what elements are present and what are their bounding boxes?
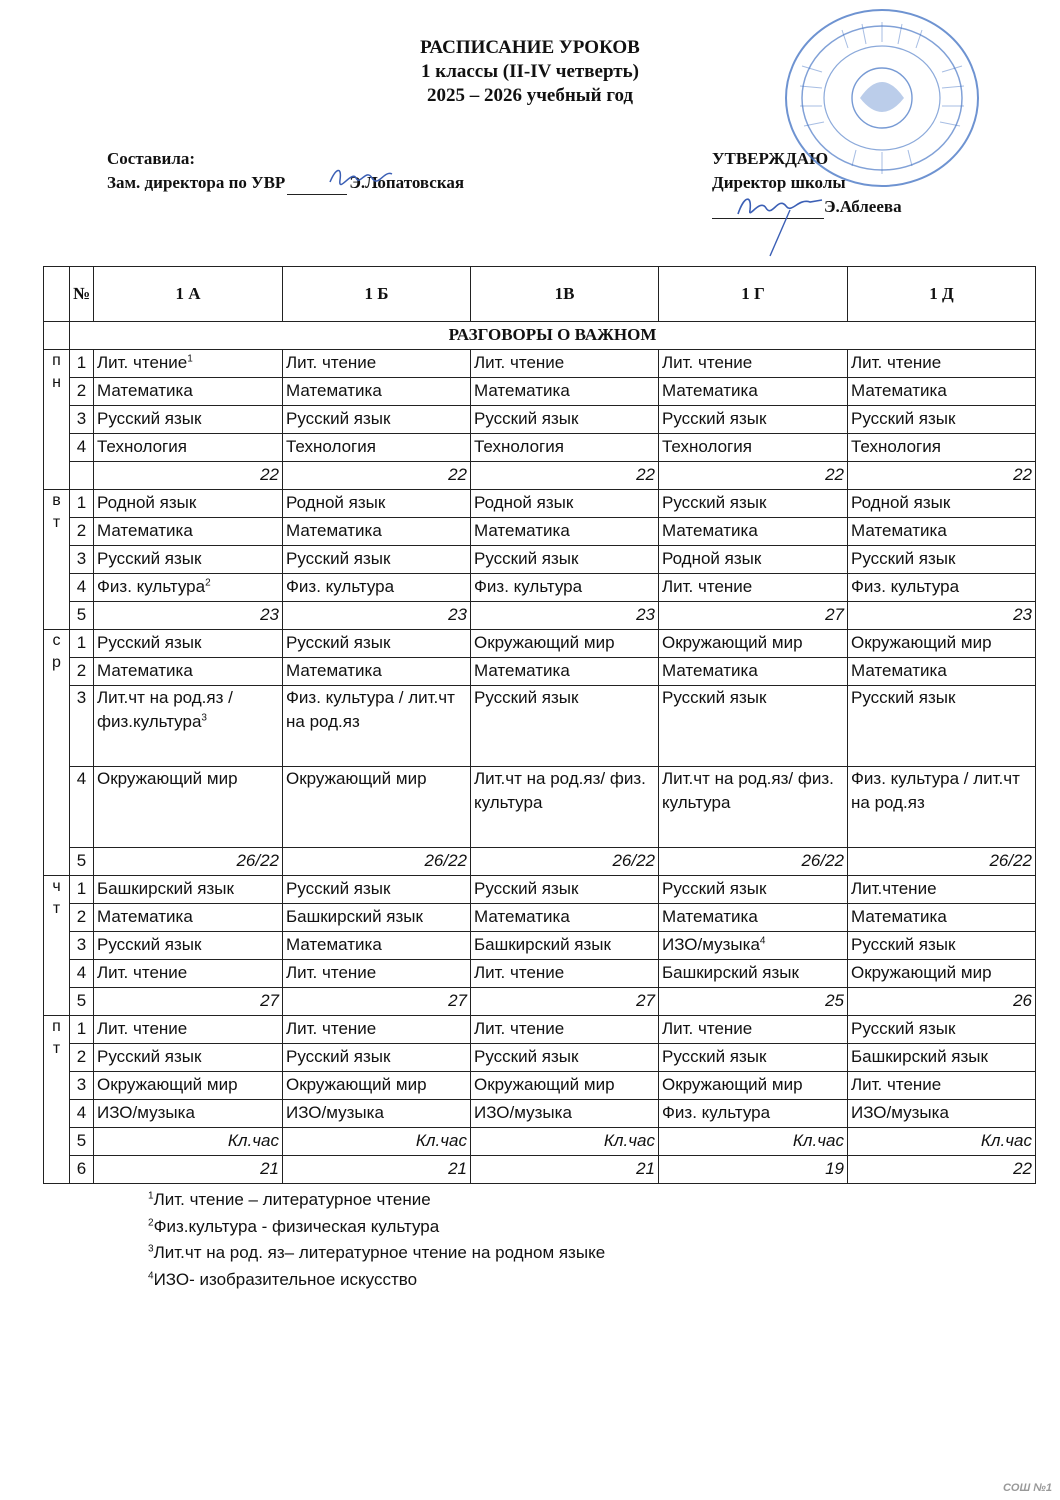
lesson-cell: Лит. чтение — [659, 574, 848, 602]
total-cell: 26/22 — [659, 848, 848, 876]
lesson-number-header: № — [70, 267, 94, 322]
lesson-cell: Математика — [848, 378, 1036, 406]
title: РАСПИСАНИЕ УРОКОВ — [420, 37, 640, 58]
lesson-cell: Башкирский язык — [471, 932, 659, 960]
day-label — [44, 876, 70, 1016]
lesson-row — [44, 658, 1036, 686]
lesson-number: 5 — [70, 848, 94, 876]
lesson-cell: Технология — [283, 434, 471, 462]
lesson-cell: Русский язык — [471, 406, 659, 434]
footnotes — [148, 1187, 605, 1293]
day-letter: р — [52, 654, 61, 671]
compiled-line — [107, 171, 464, 195]
lesson-cell: ИЗО/музыка$^4$ — [659, 932, 848, 960]
signature-line — [712, 202, 824, 219]
total-cell: 23 — [848, 602, 1036, 630]
lesson-cell: Физ. культура$^2$ — [94, 574, 283, 602]
lesson-row — [44, 876, 1036, 904]
lesson-cell: Русский язык — [659, 490, 848, 518]
lesson-cell: Русский язык — [848, 406, 1036, 434]
footnote-item: $^2$Физ.культура - физическая культура — [148, 1216, 440, 1236]
lesson-number: 1 — [70, 1016, 94, 1044]
lesson-row — [44, 960, 1036, 988]
lesson-cell: ИЗО/музыка — [94, 1100, 283, 1128]
lesson-cell: Родной язык — [283, 490, 471, 518]
lesson-cell: Математика — [94, 658, 283, 686]
lesson-cell: Математика — [659, 518, 848, 546]
lesson-cell: Математика — [659, 378, 848, 406]
table-header-row — [44, 267, 1036, 322]
lesson-number: 1 — [70, 350, 94, 378]
lesson-cell: Окружающий мир — [848, 630, 1036, 658]
lesson-cell: Окружающий мир — [471, 630, 659, 658]
lesson-number: 4 — [70, 960, 94, 988]
lesson-cell: Технология — [659, 434, 848, 462]
lesson-cell: Математика — [471, 904, 659, 932]
total-cell: 22 — [94, 462, 283, 490]
lesson-row — [44, 434, 1036, 462]
total-row — [44, 1156, 1036, 1184]
lesson-cell: Математика — [471, 518, 659, 546]
lesson-number: 1 — [70, 876, 94, 904]
lesson-cell: Окружающий мир — [471, 1072, 659, 1100]
approve-name: Э.Аблеева — [824, 197, 902, 216]
compiled-name: Э.Лопатовская — [349, 173, 465, 192]
lesson-cell: Русский язык — [659, 1044, 848, 1072]
day-letter: ч — [52, 878, 61, 895]
total-row — [44, 602, 1036, 630]
approve-position: Директор школы — [712, 173, 846, 192]
lesson-number: 4 — [70, 1100, 94, 1128]
lesson-row — [44, 1100, 1036, 1128]
footnote-item: $^1$Лит. чтение – литературное чтение — [148, 1190, 431, 1209]
lesson-cell: Лит. чтение — [848, 1072, 1036, 1100]
lesson-number: 3 — [70, 932, 94, 960]
lesson-cell: Физ. культура — [283, 574, 471, 602]
lesson-cell: Физ. культура — [848, 574, 1036, 602]
lesson-cell: Родной язык — [659, 546, 848, 574]
total-cell: Кл.час — [659, 1128, 848, 1156]
total-cell: 27 — [471, 988, 659, 1016]
subtitle: 1 классы (II-IV четверть) — [421, 61, 639, 82]
total-cell: Кл.час — [94, 1128, 283, 1156]
total-cell: Кл.час — [471, 1128, 659, 1156]
lesson-cell: Математика — [283, 518, 471, 546]
empty-cell — [44, 322, 70, 350]
day-label — [44, 1016, 70, 1184]
day-label — [44, 630, 70, 876]
total-cell: 26/22 — [471, 848, 659, 876]
lesson-cell: Лит.чт на род.яз/ физ. культура — [471, 767, 659, 848]
day-letter: п — [52, 1018, 61, 1035]
lesson-cell: Русский язык — [471, 686, 659, 767]
lesson-row — [44, 686, 1036, 767]
lesson-cell: Русский язык — [848, 546, 1036, 574]
lesson-row — [44, 1044, 1036, 1072]
lesson-number: 3 — [70, 686, 94, 767]
class-header-1d: 1 Д — [848, 267, 1036, 322]
lesson-cell: Лит. чтение — [471, 1016, 659, 1044]
lesson-cell: Башкирский язык — [659, 960, 848, 988]
total-cell: 23 — [94, 602, 283, 630]
total-cell: 27 — [283, 988, 471, 1016]
lesson-cell: Лит. чтение — [659, 1016, 848, 1044]
lesson-cell: Лит. чтение — [471, 350, 659, 378]
compiled-by-block — [107, 147, 464, 195]
school-year: 2025 – 2026 учебный год — [426, 85, 634, 106]
lesson-number: 2 — [70, 1044, 94, 1072]
total-cell: 26/22 — [94, 848, 283, 876]
class-header-1v: 1В — [471, 267, 659, 322]
lesson-number: 5 — [70, 602, 94, 630]
lesson-cell: Русский язык — [283, 1044, 471, 1072]
total-cell: 22 — [848, 462, 1036, 490]
total-cell: 22 — [471, 462, 659, 490]
signature-line — [287, 178, 347, 195]
lesson-number: 1 — [70, 490, 94, 518]
total-cell: 22 — [659, 462, 848, 490]
lesson-cell: Русский язык — [848, 1016, 1036, 1044]
lesson-cell: Русский язык — [471, 1044, 659, 1072]
lesson-cell: Математика — [471, 378, 659, 406]
total-cell: 22 — [283, 462, 471, 490]
lesson-row — [44, 490, 1036, 518]
lesson-cell: Русский язык — [283, 630, 471, 658]
lesson-cell: Лит. чтение — [94, 1016, 283, 1044]
total-cell: 21 — [283, 1156, 471, 1184]
total-cell: 26/22 — [848, 848, 1036, 876]
lesson-cell: Русский язык — [94, 1044, 283, 1072]
lesson-cell: Лит. чтение$^1$ — [94, 350, 283, 378]
lesson-row — [44, 574, 1036, 602]
lesson-cell: Лит. чтение — [283, 960, 471, 988]
lesson-cell: Башкирский язык — [283, 904, 471, 932]
lesson-cell: Родной язык — [94, 490, 283, 518]
lesson-row — [44, 767, 1036, 848]
total-row — [44, 848, 1036, 876]
lesson-cell: Математика — [848, 518, 1036, 546]
lesson-cell: Русский язык — [94, 406, 283, 434]
total-cell: 21 — [94, 1156, 283, 1184]
total-cell: 22 — [848, 1156, 1036, 1184]
lesson-cell: Окружающий мир — [848, 960, 1036, 988]
lesson-cell: Лит. чтение — [283, 1016, 471, 1044]
lesson-cell: Русский язык — [659, 876, 848, 904]
total-cell: 26 — [848, 988, 1036, 1016]
lesson-cell: Русский язык — [471, 876, 659, 904]
lesson-row — [44, 406, 1036, 434]
lesson-number: 4 — [70, 767, 94, 848]
compiled-label: Составила: — [107, 149, 196, 168]
lesson-cell: Башкирский язык — [848, 1044, 1036, 1072]
lesson-cell: Математика — [94, 904, 283, 932]
lesson-cell: Окружающий мир — [94, 1072, 283, 1100]
total-cell: Кл.час — [283, 1128, 471, 1156]
official-stamp-icon — [782, 6, 982, 191]
lesson-cell: Русский язык — [94, 546, 283, 574]
lesson-number: 1 — [70, 630, 94, 658]
lesson-cell: Технология — [471, 434, 659, 462]
lesson-number: 3 — [70, 546, 94, 574]
approve-label: УТВЕРЖДАЮ — [712, 149, 829, 168]
lesson-row — [44, 932, 1036, 960]
lesson-cell: Физ. культура / лит.чт на род.яз — [848, 767, 1036, 848]
lesson-cell: Русский язык — [471, 546, 659, 574]
day-label — [44, 490, 70, 630]
approve-line — [712, 195, 902, 219]
total-cell: 21 — [471, 1156, 659, 1184]
class-header-1g: 1 Г — [659, 267, 848, 322]
total-cell: 25 — [659, 988, 848, 1016]
lesson-row — [44, 518, 1036, 546]
lesson-row — [44, 904, 1036, 932]
lesson-cell: Физ. культура — [659, 1100, 848, 1128]
class-header-1a: 1 А — [94, 267, 283, 322]
lesson-cell: Окружающий мир — [283, 1072, 471, 1100]
lesson-cell: Русский язык — [94, 932, 283, 960]
corner-watermark: СОШ №1 — [1002, 1482, 1052, 1494]
total-cell: Кл.час — [848, 1128, 1036, 1156]
day-letter: п — [52, 352, 61, 369]
lesson-cell: Русский язык — [659, 406, 848, 434]
lesson-row — [44, 630, 1036, 658]
lesson-number: 6 — [70, 1156, 94, 1184]
lesson-number — [70, 462, 94, 490]
lesson-row — [44, 378, 1036, 406]
total-cell: 27 — [94, 988, 283, 1016]
lesson-cell: Окружающий мир — [659, 1072, 848, 1100]
lesson-cell: Русский язык — [848, 686, 1036, 767]
lesson-cell: Лит.чтение — [848, 876, 1036, 904]
lesson-cell: Родной язык — [848, 490, 1036, 518]
lesson-cell: Родной язык — [471, 490, 659, 518]
total-cell: 27 — [659, 602, 848, 630]
lesson-cell: ИЗО/музыка — [283, 1100, 471, 1128]
lesson-number: 5 — [70, 1128, 94, 1156]
lesson-number: 2 — [70, 658, 94, 686]
day-label — [44, 350, 70, 490]
lesson-cell: Математика — [659, 658, 848, 686]
lesson-cell: Русский язык — [283, 546, 471, 574]
lesson-row — [44, 1016, 1036, 1044]
lesson-cell: Математика — [471, 658, 659, 686]
total-cell: 19 — [659, 1156, 848, 1184]
lesson-cell: ИЗО/музыка — [471, 1100, 659, 1128]
empty-corner-cell — [44, 267, 70, 322]
day-letter: т — [52, 1040, 61, 1057]
lesson-cell: Окружающий мир — [94, 767, 283, 848]
schedule-table — [43, 266, 1036, 1184]
lesson-cell: Лит. чтение — [659, 350, 848, 378]
lesson-cell: Математика — [94, 378, 283, 406]
lesson-cell: Русский язык — [94, 630, 283, 658]
lesson-cell: Лит. чтение — [283, 350, 471, 378]
day-letter: в — [52, 492, 61, 509]
compiled-position: Зам. директора по УВР — [107, 173, 286, 192]
lesson-cell: Математика — [283, 932, 471, 960]
total-cell: 23 — [471, 602, 659, 630]
lesson-cell: Русский язык — [659, 686, 848, 767]
lesson-number: 3 — [70, 406, 94, 434]
lesson-number: 3 — [70, 1072, 94, 1100]
lesson-number: 4 — [70, 434, 94, 462]
lesson-cell: Математика — [283, 378, 471, 406]
lesson-cell: Технология — [848, 434, 1036, 462]
lesson-cell: Лит.чт на род.яз/ физ. культура — [659, 767, 848, 848]
lesson-cell: Русский язык — [848, 932, 1036, 960]
lesson-cell: Математика — [848, 904, 1036, 932]
lesson-cell: Окружающий мир — [659, 630, 848, 658]
lesson-number: 2 — [70, 378, 94, 406]
day-letter: т — [52, 900, 61, 917]
class-header-1b: 1 Б — [283, 267, 471, 322]
lesson-number: 4 — [70, 574, 94, 602]
lesson-cell: Русский язык — [283, 406, 471, 434]
day-letter: н — [52, 374, 61, 391]
total-row — [44, 1128, 1036, 1156]
lesson-cell: Математика — [283, 658, 471, 686]
footnote-item: $^4$ИЗО- изобразительное искусство — [148, 1269, 418, 1289]
total-cell: 26/22 — [283, 848, 471, 876]
lesson-cell: Башкирский язык — [94, 876, 283, 904]
section-title: РАЗГОВОРЫ О ВАЖНОМ — [70, 322, 1036, 350]
lesson-cell: Технология — [94, 434, 283, 462]
lesson-cell: Физ. культура — [471, 574, 659, 602]
total-cell: 23 — [283, 602, 471, 630]
lesson-cell: Русский язык — [283, 876, 471, 904]
day-letter: с — [52, 632, 61, 649]
lesson-number: 2 — [70, 518, 94, 546]
lesson-cell: Математика — [659, 904, 848, 932]
lesson-cell: Окружающий мир — [283, 767, 471, 848]
lesson-number: 2 — [70, 904, 94, 932]
lesson-cell: Лит. чтение — [848, 350, 1036, 378]
lesson-cell: Лит. чтение — [94, 960, 283, 988]
day-letter: т — [52, 514, 61, 531]
section-row — [44, 322, 1036, 350]
lesson-cell: Математика — [848, 658, 1036, 686]
lesson-number: 5 — [70, 988, 94, 1016]
footnote-item: $^3$Лит.чт на род. яз– литературное чтение на родном языке — [148, 1243, 606, 1262]
lesson-cell: Лит. чтение — [471, 960, 659, 988]
lesson-cell: Физ. культура / лит.чт на род.яз — [283, 686, 471, 767]
total-row — [44, 988, 1036, 1016]
total-row — [44, 462, 1036, 490]
lesson-cell: Математика — [94, 518, 283, 546]
lesson-row — [44, 350, 1036, 378]
lesson-row — [44, 546, 1036, 574]
lesson-cell: ИЗО/музыка — [848, 1100, 1036, 1128]
lesson-row — [44, 1072, 1036, 1100]
lesson-cell: Лит.чт на род.яз / физ.культура$^3$ — [94, 686, 283, 767]
